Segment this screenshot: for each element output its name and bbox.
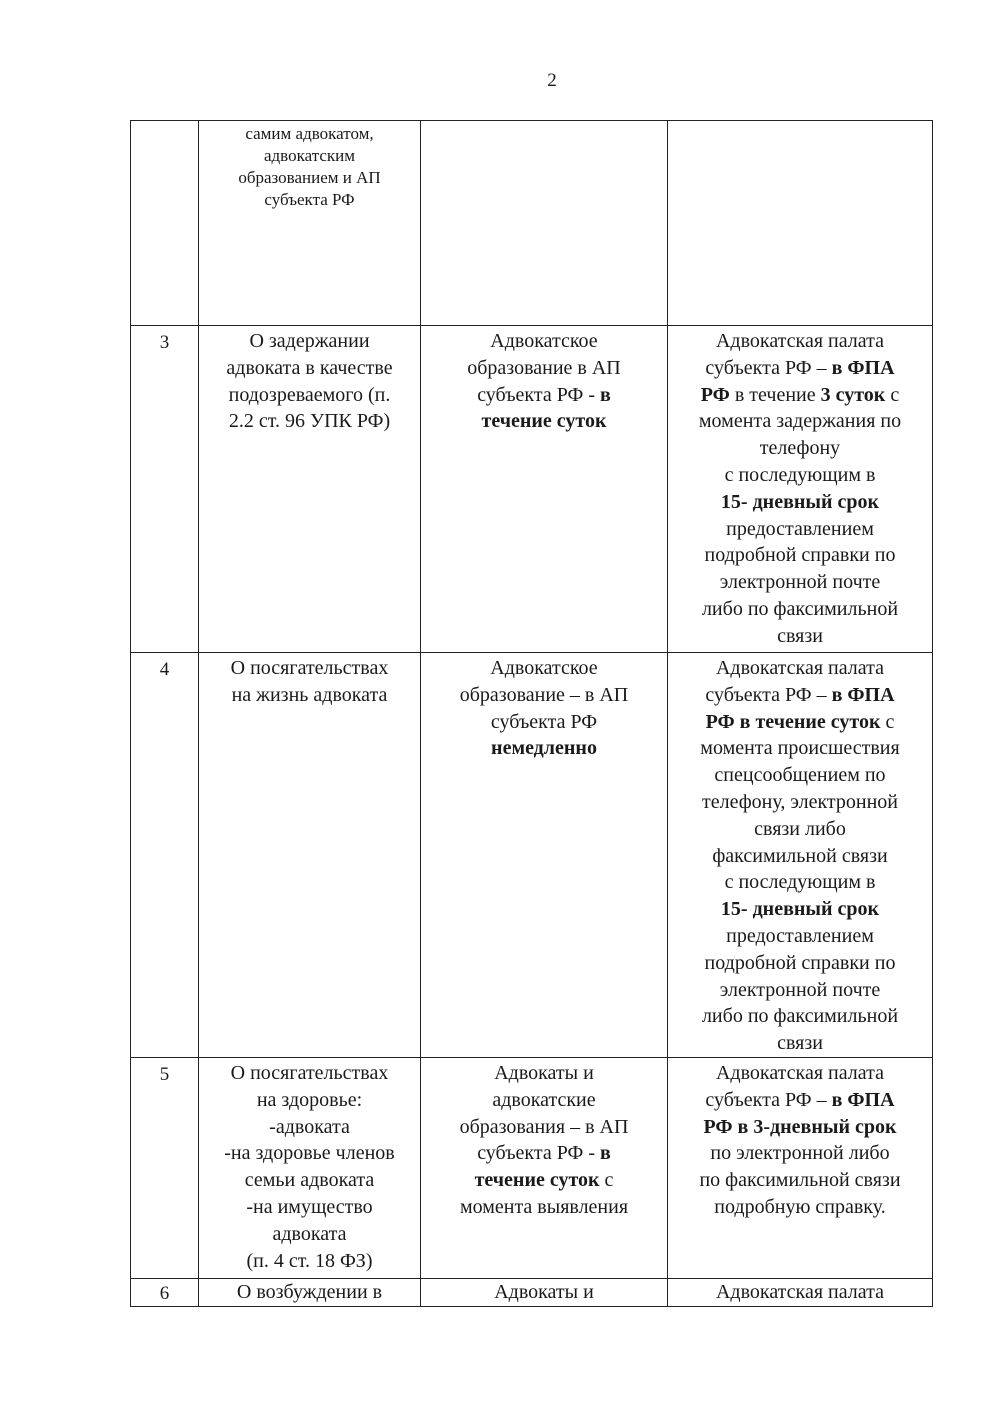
chamber-action-cell <box>668 121 933 326</box>
text-line: образование – в АП <box>459 683 629 706</box>
row-number-cell <box>131 121 199 326</box>
text-line: образование в АП <box>467 356 621 379</box>
text-line: либо по факсимильной <box>701 1005 899 1028</box>
chamber-action-cell <box>668 1279 933 1307</box>
text-line: самим адвокатом, <box>245 124 374 143</box>
text-line: Адвокатская палата <box>715 330 884 352</box>
text-line: Адвокатская палата <box>715 657 884 679</box>
text-line: подробной справки по <box>704 951 896 974</box>
table-row-6 <box>131 1279 933 1307</box>
reporter-cell <box>421 121 668 326</box>
text-line: адвокатским <box>263 146 355 165</box>
text-line: субъекта РФ <box>264 190 355 209</box>
table-row-3 <box>131 326 933 653</box>
text-line: либо по факсимильной <box>701 597 899 620</box>
text-line: -на имущество <box>246 1195 373 1218</box>
text-line: подробной справки по <box>704 544 896 567</box>
chamber-action-cell <box>668 1058 933 1279</box>
text-line: О возбуждении в <box>236 1281 383 1303</box>
row-number-cell: 5 <box>131 1058 199 1279</box>
row-number-cell: 3 <box>131 326 199 653</box>
text-line: О посягательствах <box>230 657 389 679</box>
reporting-table <box>130 120 933 1307</box>
text-line: связи <box>777 624 823 647</box>
text-line: подозреваемого (п. <box>228 383 391 406</box>
reporter-cell <box>421 326 668 653</box>
text-line: течение суток <box>481 410 607 433</box>
text-line: с последующим в <box>724 463 876 486</box>
text-line: Адвокатское <box>490 330 598 352</box>
text-line: субъекта РФ – в ФПА <box>705 356 895 379</box>
reporter-cell <box>421 1058 668 1279</box>
text-line: субъекта РФ <box>490 710 598 733</box>
table-row-5 <box>131 1058 933 1279</box>
reporter-cell <box>421 653 668 1058</box>
text-line: субъекта РФ – в ФПА <box>705 1088 895 1111</box>
table-row-continuation <box>131 121 933 326</box>
text-line: течение суток с <box>474 1169 614 1192</box>
event-cell <box>199 326 421 653</box>
row-number-cell: 4 <box>131 653 199 1058</box>
text-line: 2.2 ст. 96 УПК РФ) <box>228 410 391 433</box>
text-line: 15- дневный срок <box>720 898 880 921</box>
text-line: телефону, электронной <box>701 790 898 813</box>
text-line: на здоровье: <box>256 1088 363 1111</box>
text-line: электронной почте <box>719 571 881 594</box>
text-line: (п. 4 ст. 18 ФЗ) <box>246 1249 373 1272</box>
text-line: момента задержания по <box>698 410 902 433</box>
text-line: О задержании <box>249 330 370 352</box>
text-line: -на здоровье членов <box>224 1142 395 1165</box>
text-line: РФ в течение суток с <box>705 710 895 733</box>
text-line: образованием и АП <box>238 168 381 187</box>
row-number-cell: 6 <box>131 1279 199 1307</box>
event-cell <box>199 1058 421 1279</box>
table-row-4 <box>131 653 933 1058</box>
text-line: связи либо <box>754 817 846 840</box>
text-line: предоставлением <box>726 517 874 540</box>
event-cell <box>199 121 421 326</box>
text-line: по электронной либо <box>710 1142 890 1165</box>
text-line: семьи адвоката <box>244 1169 375 1192</box>
reporter-cell <box>421 1279 668 1307</box>
text-line: адвоката <box>272 1222 347 1245</box>
text-line: спецсообщением по <box>714 764 886 787</box>
text-line: предоставлением <box>726 924 874 947</box>
text-line: Адвокаты и <box>494 1281 594 1303</box>
text-line: Адвокаты и <box>494 1062 594 1084</box>
text-line: Адвокатская палата <box>715 1281 884 1303</box>
text-line: подробную справку. <box>714 1195 886 1218</box>
text-line: момента выявления <box>459 1195 629 1218</box>
text-line: РФ в течение 3 суток с <box>700 383 900 406</box>
event-cell <box>199 1279 421 1307</box>
event-cell <box>199 653 421 1058</box>
text-line: Адвокатская палата <box>715 1062 884 1084</box>
chamber-action-cell <box>668 326 933 653</box>
text-line: Адвокатское <box>490 657 598 679</box>
text-line: немедленно <box>491 737 597 760</box>
text-line: телефону <box>759 437 841 460</box>
text-line: РФ в 3-дневный срок <box>703 1115 897 1138</box>
text-line: адвокатские <box>492 1088 596 1111</box>
text-line: адвоката в качестве <box>226 356 393 379</box>
text-line: на жизнь адвоката <box>231 683 388 706</box>
text-line: связи <box>777 1032 823 1055</box>
text-line: образования – в АП <box>459 1115 629 1138</box>
text-line: 15- дневный срок <box>720 490 880 513</box>
text-line: электронной почте <box>719 978 881 1001</box>
page-number: 2 <box>547 70 557 91</box>
text-line: момента происшествия <box>700 737 900 760</box>
text-line: -адвоката <box>269 1115 350 1138</box>
text-line: субъекта РФ – в ФПА <box>705 683 895 706</box>
text-line: факсимильной связи <box>712 844 888 867</box>
text-line: с последующим в <box>724 871 876 894</box>
text-line: субъекта РФ - в <box>477 1142 611 1165</box>
text-line: субъекта РФ - в <box>477 383 611 406</box>
text-line: О посягательствах <box>230 1062 389 1084</box>
chamber-action-cell <box>668 653 933 1058</box>
text-line: по факсимильной связи <box>699 1169 901 1192</box>
